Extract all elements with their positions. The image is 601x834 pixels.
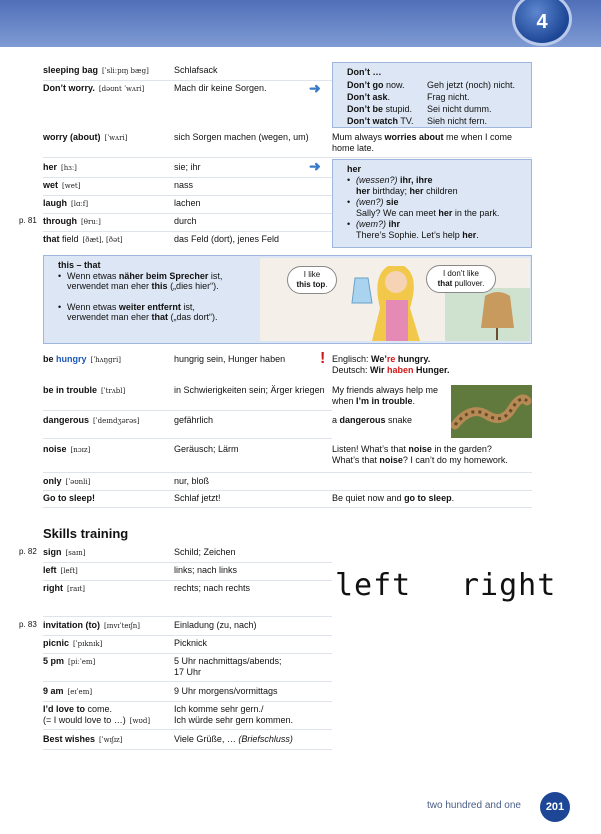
phonetic: [ˈpɪknɪk] [73, 640, 103, 648]
translation: 9 Uhr morgens/vormittags [174, 686, 278, 696]
translation: Geräusch; Lärm [174, 444, 239, 454]
translation: sich Sorgen machen (wegen, um) [174, 132, 309, 142]
translation: lachen [174, 198, 201, 208]
translation: nur, bloß [174, 476, 210, 486]
phonetic: [wʊd] [129, 717, 151, 725]
translation: in Schwierigkeiten sein; Ärger kriegen [174, 385, 325, 395]
vocab-row-9am [43, 684, 332, 702]
page-reference: p. 81 [19, 216, 37, 225]
vocab-row-hungry: be hungry [ˈhʌŋgri] hungrig sein, Hunger haben Englisch: We’re hungry. Deutsch: Wir haben Hunger. [43, 352, 532, 379]
her-example-2: Sally? We can meet her in the park. [356, 208, 500, 218]
handwritten-left: left [335, 568, 412, 603]
this-line-1: • Wenn etwas näher beim Sprecher ist, [58, 270, 223, 281]
vocab-row-go-to-sleep [43, 491, 532, 508]
vocab-row-love-to: I’d love to come. (= I would love to …) [wʊd] Ich komme sehr gern./ Ich würde sehr gern kommen. [43, 702, 332, 730]
translation: das Feld (dort), jenes Feld [174, 234, 280, 244]
snake-photo [451, 385, 532, 438]
phonetic: [lɑːf] [71, 200, 89, 208]
phonetic: [ˈdeɪndʒərəs] [93, 417, 140, 425]
phonetic: [wet] [62, 182, 81, 190]
vocab-word: 5 pm [43, 656, 65, 666]
vocab-row-best-wishes [43, 732, 332, 750]
dont-line-3: Don’t be stupid. [347, 104, 413, 114]
vocab-word: her [43, 162, 58, 172]
translation: 5 Uhr nachmittags/abends; 17 Uhr [174, 656, 282, 677]
vocab-row-trouble [43, 383, 439, 411]
page-number-words: two hundred and one [427, 800, 521, 811]
translation: sie; ihr [174, 162, 201, 172]
vocab-row-only [43, 474, 532, 491]
arrow-right-icon: ➜ [309, 158, 321, 174]
translation: Einladung (zu, nach) [174, 620, 257, 630]
vocab-word: through [43, 216, 77, 226]
phonetic: [nɔɪz] [70, 446, 91, 454]
vocab-row-picnic [43, 636, 332, 654]
dont-de-4: Sieh nicht fern. [427, 116, 488, 126]
phonetic: [dəʊnt ˈwʌri] [98, 85, 145, 93]
phonetic: [saɪn] [65, 549, 86, 557]
phonetic: [piːˈem] [68, 658, 96, 666]
phonetic: [raɪt] [67, 585, 86, 593]
vocab-word: picnic [43, 638, 70, 648]
vocab-row-invitation [43, 618, 332, 636]
vocab-word: that [43, 234, 60, 244]
translation: durch [174, 216, 197, 226]
vocab-word: left [43, 565, 57, 575]
translation: links; nach links [174, 565, 238, 575]
unit-number: 4 [536, 11, 548, 33]
vocab-word: be in trouble [43, 385, 97, 395]
vocab-word: dangerous [43, 415, 90, 425]
phonetic: [ˈwɪʃɪz] [99, 736, 123, 744]
this-that-box [43, 255, 532, 344]
page-number: 201 [540, 792, 570, 822]
phonetic: [ˈhʌŋgri] [90, 356, 121, 364]
phonetic: [eɪˈem] [67, 688, 93, 696]
top-banner [0, 0, 601, 47]
translation: Mach dir keine Sorgen. [174, 83, 267, 93]
vocab-row-noise [43, 442, 532, 473]
phonetic: [ˈsliːpɪŋ bæg] [102, 67, 149, 75]
vocab-word: sleeping bag [43, 65, 99, 75]
her-example-3: There’s Sophie. Let’s help her. [356, 230, 479, 240]
phonetic: [ˈəʊnli] [65, 478, 91, 486]
her-bullet-3: • (wem?) ihr [347, 219, 401, 229]
vocab-row-left [43, 563, 332, 581]
phonetic: [θruː] [81, 218, 101, 226]
phonetic: [ɪnvɪˈteɪʃn] [104, 622, 140, 630]
vocab-row-laugh [43, 196, 332, 214]
vocab-row-through [43, 214, 332, 232]
her-example-1: her birthday; her children [356, 186, 458, 196]
vocab-word: worry (about) [43, 132, 101, 142]
arrow-right-icon: ➜ [309, 80, 321, 96]
page-reference: p. 82 [19, 547, 37, 556]
vocab-row-dont-worry [43, 81, 332, 129]
example: My friends always help me when I’m in trouble. [332, 385, 439, 406]
phonetic: [left] [60, 567, 78, 575]
vocab-word: Best wishes [43, 734, 96, 744]
vocab-row-wet [43, 178, 332, 196]
vocab-row-5pm [43, 654, 332, 682]
vocab-word: noise [43, 444, 67, 454]
vocab-word: wet [43, 180, 59, 190]
phonetic: [hɜː] [61, 164, 77, 172]
vocab-word: right [43, 583, 63, 593]
translation: Schlafsack [174, 65, 218, 75]
vocab-word: only [43, 476, 62, 486]
translation: nass [174, 180, 194, 190]
vocab-row-sign [43, 545, 332, 563]
example: Be quiet now and go to sleep. [332, 493, 455, 503]
example: a dangerous snake [332, 415, 413, 425]
vocab-word: I’d love to [43, 704, 86, 714]
section-title: Skills training [43, 526, 129, 541]
translation: Schlaf jetzt! [174, 493, 221, 503]
example: Mum always worries about me when I come home late. [332, 132, 513, 153]
vocab-word: invitation (to) [43, 620, 100, 630]
translation: rechts; nach rechts [174, 583, 251, 593]
vocab-row-sleeping-bag [43, 63, 332, 81]
vocab-word: hungry [56, 354, 87, 364]
vocab-row-dangerous [43, 413, 413, 439]
vocab-word: Go to sleep! [43, 493, 96, 503]
vocab-word-extra: field [59, 234, 79, 244]
translation: hungrig sein, Hunger haben [174, 354, 286, 364]
vocab-row-her [43, 160, 332, 178]
language-note: Englisch: We’re hungry. Deutsch: Wir haben Hunger. [332, 354, 450, 375]
vocab-row-worry [43, 130, 532, 158]
that-line-2: verwendet man eher that („das dort“). [67, 312, 218, 322]
translation: Ich komme sehr gern./ Ich würde sehr gern kommen. [174, 704, 294, 725]
example: Listen! What’s that noise in the garden? What’s that noise? I can’t do my homework. [332, 444, 508, 465]
vocab-word: 9 am [43, 686, 64, 696]
phonetic: [ðæt], [ðət] [82, 236, 123, 244]
warning-icon: ! [320, 350, 326, 367]
vocab-word: sign [43, 547, 62, 557]
dont-line-4: Don’t watch TV. [347, 116, 414, 126]
this-line-2: verwendet man eher this („dies hier“). [67, 281, 219, 291]
translation: gefährlich [174, 415, 214, 425]
this-that-title: this – that [58, 260, 101, 270]
vocab-row-that [43, 232, 332, 249]
phonetic: [ˈwʌri] [104, 134, 128, 142]
her-bullet-1: • (wessen?) ihr, ihre [347, 175, 433, 185]
dont-de-2: Frag nicht. [427, 92, 470, 102]
her-info-box [332, 159, 532, 248]
page-reference: p. 83 [19, 620, 37, 629]
translation: Picknick [174, 638, 208, 648]
dont-line-2: Don’t ask. [347, 92, 391, 102]
translation: Schild; Zeichen [174, 547, 236, 557]
shopping-illustration [260, 258, 530, 341]
vocab-word: Don’t worry. [43, 83, 95, 93]
dont-de-3: Sei nicht dumm. [427, 104, 492, 114]
her-box-title: her [347, 164, 362, 174]
translation: Viele Grüße, … (Briefschluss) [174, 734, 293, 744]
speech-bubble-that: I don’t like that pullover. [426, 265, 496, 293]
dont-info-box [332, 62, 532, 128]
speech-bubble-this: I like this top. [287, 266, 337, 294]
dont-box-title: Don’t … [347, 67, 382, 77]
her-bullet-2: • (wen?) sie [347, 197, 399, 207]
that-line-1: • Wenn etwas weiter entfernt ist, [58, 301, 195, 312]
vocab-row-right [43, 581, 332, 617]
dont-de-1: Geh jetzt (noch) nicht. [427, 80, 516, 90]
dont-line-1: Don’t go now. [347, 80, 405, 90]
vocab-word: laugh [43, 198, 67, 208]
handwritten-right: right [461, 568, 557, 603]
phonetic: [ˈtrʌbl] [101, 387, 126, 395]
